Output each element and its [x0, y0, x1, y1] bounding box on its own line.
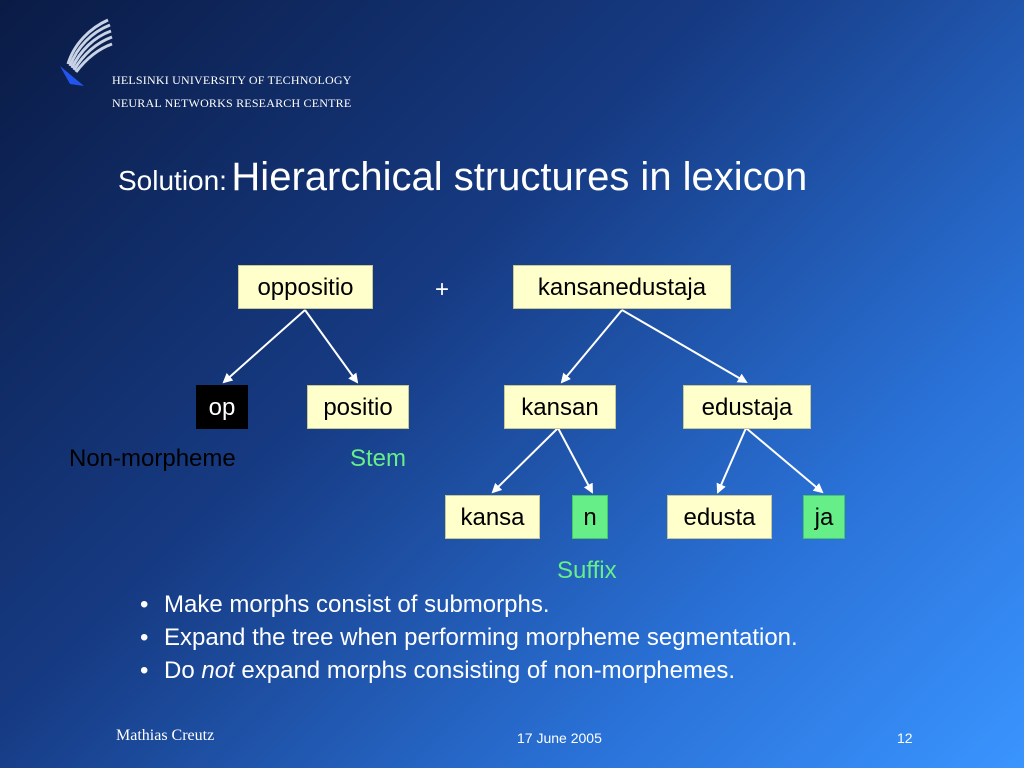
- bullet-item: [140, 654, 798, 687]
- university-logo-icon: [56, 14, 116, 86]
- edge-kansanedustaja-kansan: [562, 310, 622, 382]
- bullet-text: Expand the tree when performing morpheme segmentation.: [164, 624, 798, 651]
- bullet-item: [140, 588, 798, 621]
- org-line-1: HELSINKI UNIVERSITY OF TECHNOLOGY: [112, 73, 352, 87]
- bullet-item: [140, 621, 798, 654]
- edge-oppositio-op: [224, 310, 305, 382]
- node-oppositio: oppositio: [238, 265, 373, 309]
- footer-date: 17 June 2005: [517, 730, 602, 746]
- bullet-dot: •: [140, 624, 149, 651]
- title-main: Hierarchical structures in lexicon: [231, 155, 808, 199]
- node-ja: ja: [803, 495, 845, 539]
- bullet-dot: •: [140, 591, 149, 618]
- plus-sign: +: [435, 276, 450, 303]
- slide-title: [118, 155, 807, 200]
- node-n: n: [572, 495, 608, 539]
- org-line-2: NEURAL NETWORKS RESEARCH CENTRE: [112, 96, 352, 110]
- node-kansanedustaja: kansanedustaja: [513, 265, 731, 309]
- bullet-text-after: expand morphs consisting of non-morphemes.: [241, 657, 735, 684]
- node-kansa: kansa: [445, 495, 540, 539]
- label-suffix: Suffix: [557, 557, 617, 584]
- edge-oppositio-positio: [305, 310, 357, 382]
- edge-kansan-n: [558, 428, 592, 492]
- edge-kansanedustaja-edustaja: [622, 310, 746, 382]
- node-positio: positio: [307, 385, 409, 429]
- footer-author: Mathias Creutz: [116, 727, 215, 744]
- bullet-list: [140, 588, 798, 687]
- edge-edustaja-ja: [746, 428, 822, 492]
- node-op: op: [196, 385, 248, 429]
- edge-kansan-kansa: [493, 428, 558, 492]
- label-stem: Stem: [350, 445, 407, 472]
- bullet-dot: •: [140, 657, 149, 684]
- node-edustaja: edustaja: [683, 385, 811, 429]
- bullet-text-before: Do: [164, 657, 195, 684]
- node-edusta: edusta: [667, 495, 772, 539]
- footer-page-number: 12: [897, 730, 913, 746]
- label-non-morpheme: Non-morpheme: [69, 445, 236, 472]
- edge-edustaja-edusta: [718, 428, 746, 492]
- node-kansan: kansan: [504, 385, 616, 429]
- bullet-text: Make morphs consist of submorphs.: [164, 591, 550, 618]
- bullet-text-emphasis: not: [201, 657, 235, 684]
- title-prefix: Solution:: [118, 165, 227, 196]
